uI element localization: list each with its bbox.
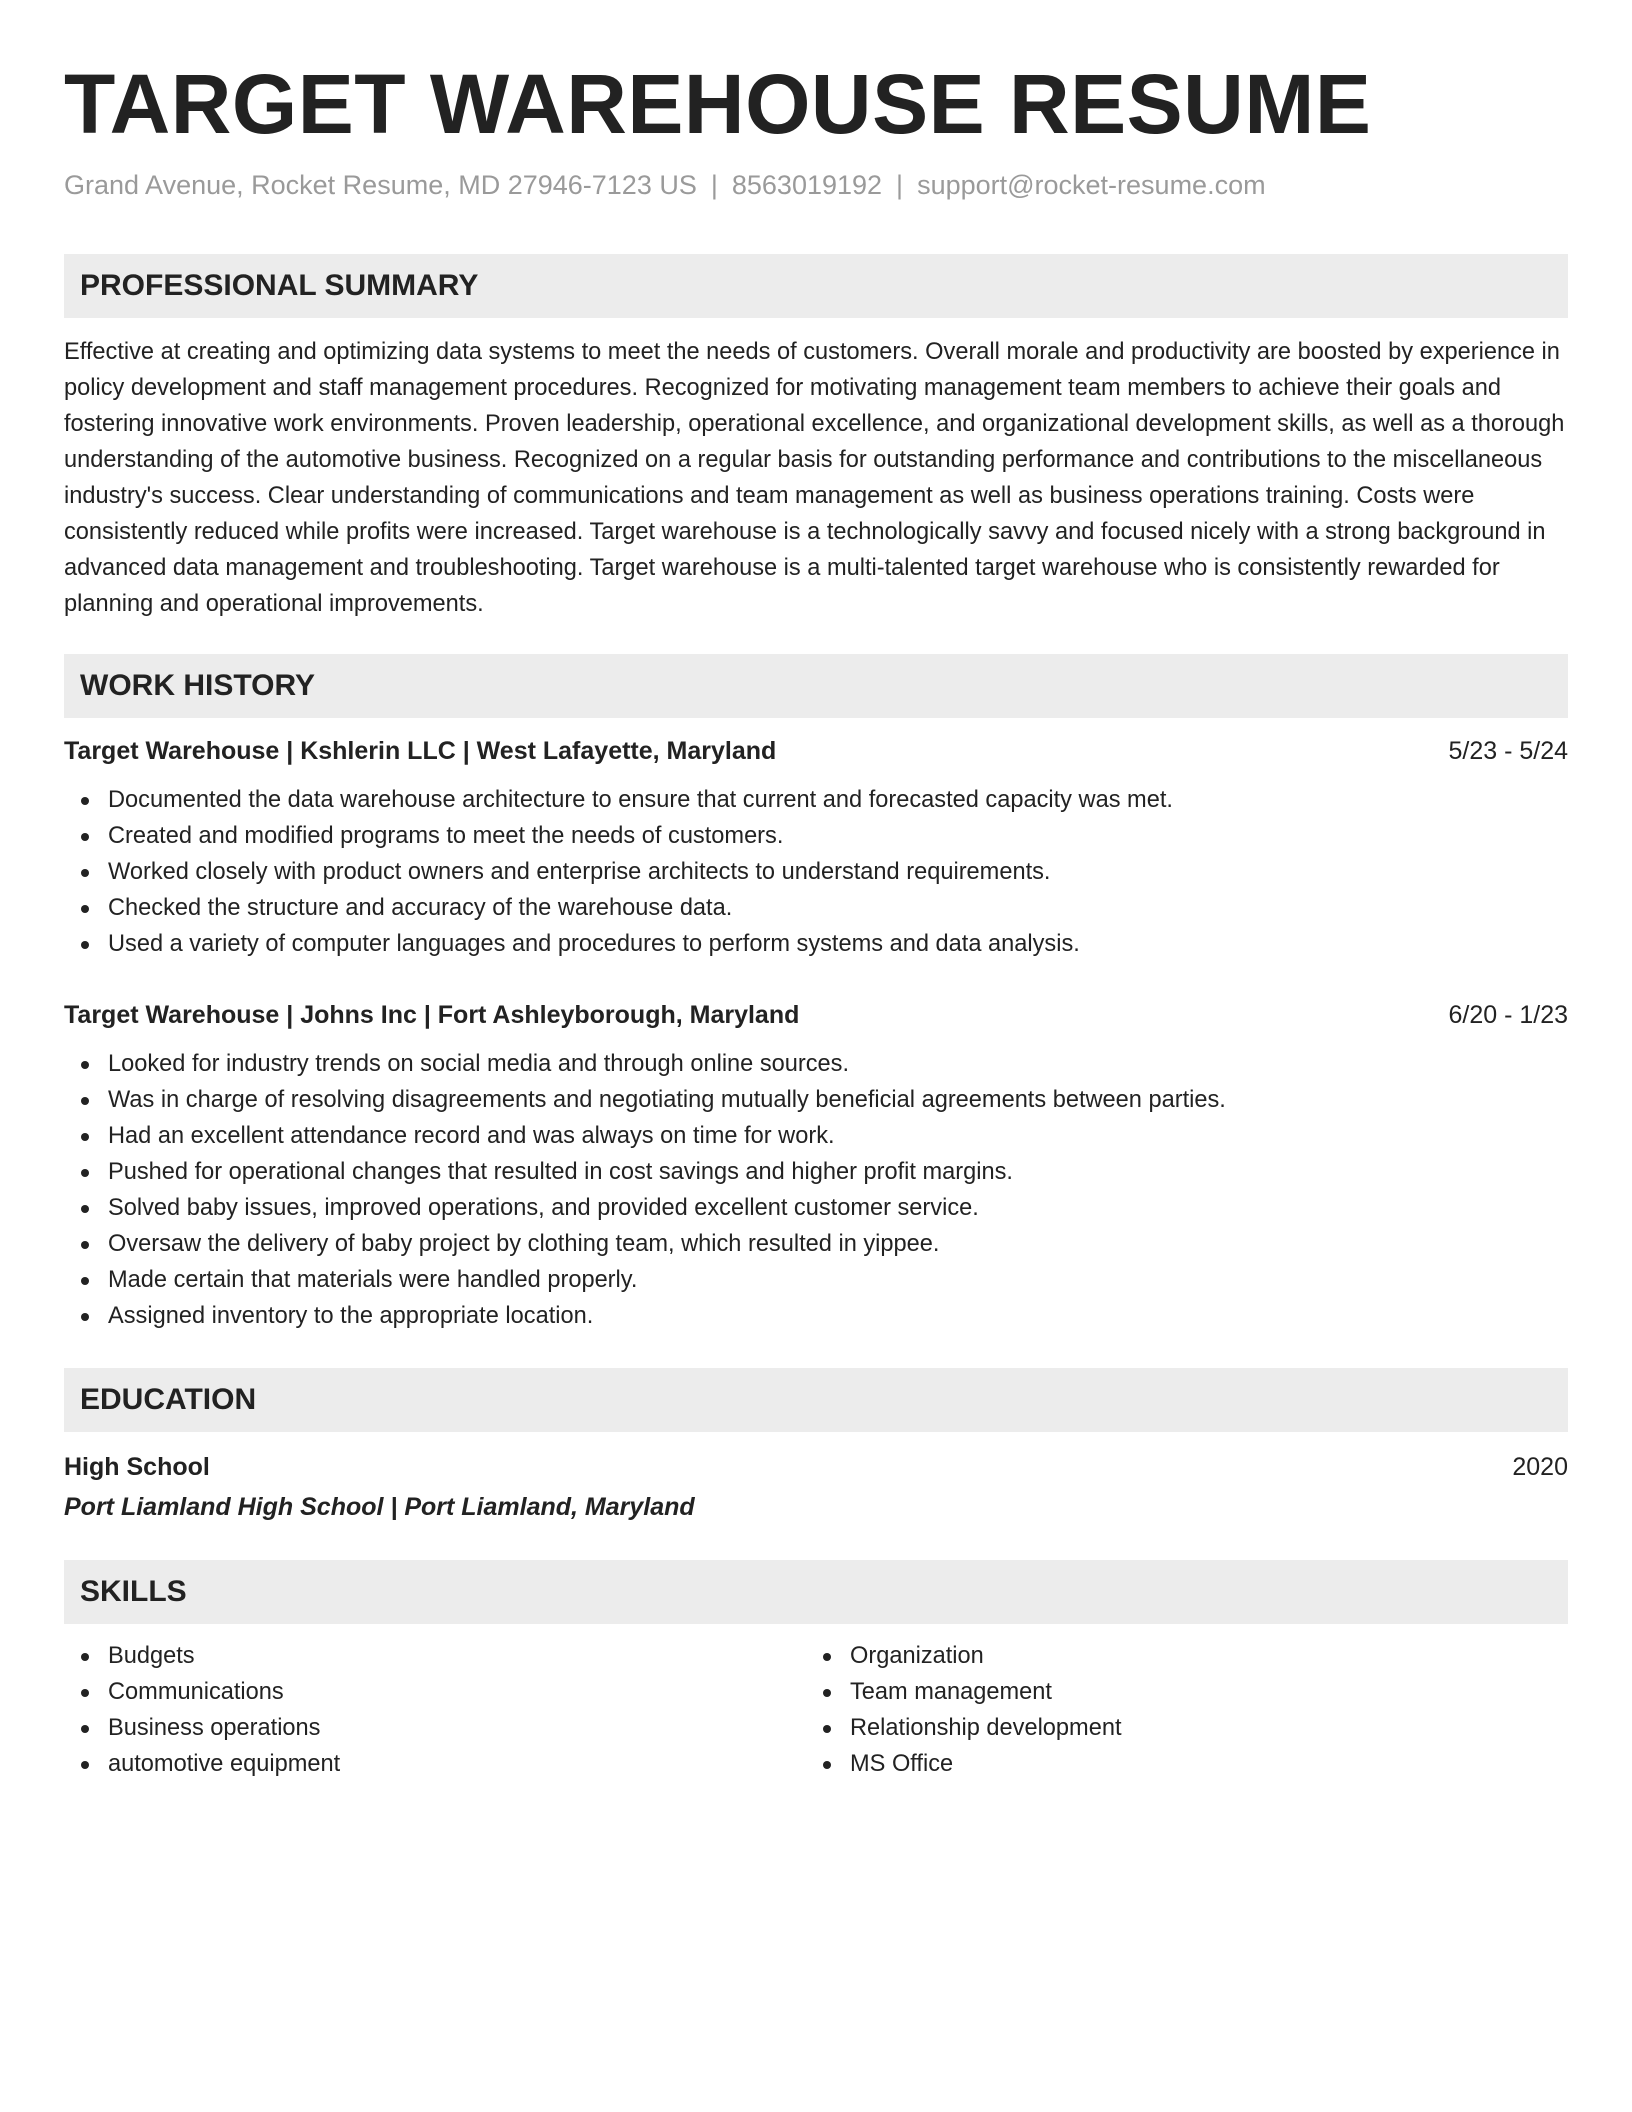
summary-heading: PROFESSIONAL SUMMARY bbox=[64, 254, 1568, 318]
skills-list-left bbox=[64, 1638, 806, 1782]
contact-phone: 8563019192 bbox=[731, 170, 883, 200]
skill-item: Business operations bbox=[108, 1710, 806, 1746]
work-history-heading: WORK HISTORY bbox=[64, 654, 1568, 718]
skill-item: automotive equipment bbox=[108, 1746, 806, 1782]
job-header bbox=[64, 734, 1568, 768]
job-bullet: Assigned inventory to the appropriate location. bbox=[108, 1298, 1568, 1334]
job-header bbox=[64, 998, 1568, 1032]
resume-page bbox=[64, 0, 1568, 1782]
skill-item: Relationship development bbox=[850, 1710, 1548, 1746]
resume-title: TARGET WAREHOUSE RESUME bbox=[64, 57, 1372, 151]
skill-item: Budgets bbox=[108, 1638, 806, 1674]
job-bullets bbox=[64, 782, 1568, 962]
contact-address: Grand Avenue, Rocket Resume, MD 27946-7123 US bbox=[64, 170, 697, 200]
job-bullet: Had an excellent attendance record and was always on time for work. bbox=[108, 1118, 1568, 1154]
job-title: Target Warehouse | Kshlerin LLC | West Lafayette, Maryland bbox=[64, 737, 777, 765]
contact-separator: | bbox=[710, 170, 718, 200]
skills-columns bbox=[64, 1638, 1568, 1782]
job-bullet: Was in charge of resolving disagreements and negotiating mutually beneficial agreements between parties. bbox=[108, 1082, 1568, 1118]
skill-item: Organization bbox=[850, 1638, 1548, 1674]
education-school: Port Liamland High School | Port Liamland, Maryland bbox=[64, 1493, 695, 1521]
job-bullet: Looked for industry trends on social media and through online sources. bbox=[108, 1046, 1568, 1082]
job-title: Target Warehouse | Johns Inc | Fort Ashleyborough, Maryland bbox=[64, 1001, 800, 1029]
job-bullet: Used a variety of computer languages and procedures to perform systems and data analysis. bbox=[108, 926, 1568, 962]
contact-email: support@rocket-resume.com bbox=[917, 170, 1266, 200]
job-bullet: Documented the data warehouse architecture to ensure that current and forecasted capacity was met. bbox=[108, 782, 1568, 818]
job-bullets bbox=[64, 1046, 1568, 1334]
job-bullet: Pushed for operational changes that resulted in cost savings and higher profit margins. bbox=[108, 1154, 1568, 1190]
skills-list-right bbox=[806, 1638, 1548, 1782]
contact-line bbox=[64, 168, 1568, 202]
skills-heading: SKILLS bbox=[64, 1560, 1568, 1624]
education-heading: EDUCATION bbox=[64, 1368, 1568, 1432]
skill-item: Communications bbox=[108, 1674, 806, 1710]
skill-item: MS Office bbox=[850, 1746, 1548, 1782]
education-year: 2020 bbox=[1512, 1453, 1568, 1481]
job-bullet: Solved baby issues, improved operations, and provided excellent customer service. bbox=[108, 1190, 1568, 1226]
job-bullet: Created and modified programs to meet the needs of customers. bbox=[108, 818, 1568, 854]
job-bullet: Checked the structure and accuracy of the warehouse data. bbox=[108, 890, 1568, 926]
skill-item: Team management bbox=[850, 1674, 1548, 1710]
job-dates: 5/23 - 5/24 bbox=[1448, 737, 1568, 765]
job-bullet: Worked closely with product owners and enterprise architects to understand requirements. bbox=[108, 854, 1568, 890]
job-entry bbox=[64, 998, 1568, 1334]
contact-separator: | bbox=[896, 170, 904, 200]
job-bullet: Oversaw the delivery of baby project by clothing team, which resulted in yippee. bbox=[108, 1226, 1568, 1262]
summary-text: Effective at creating and optimizing data systems to meet the needs of customers. Overall morale and productivity are boosted by experience in policy development and staff management procedures. Recognized for motivating management team members to achieve their goals and fostering innovative work environments. Proven leadership, operational excellence, and organizational development skills, as well as a thorough understanding of the automotive business. Recognized on a regular basis for outstanding performance and contributions to the miscellaneous industry's success. Clear understanding of communications and team management as well as business operations training. Costs were consistently reduced while profits were increased. Target warehouse is a technologically savvy and focused nicely with a strong background in advanced data management and troubleshooting. Target warehouse is a multi-talented target warehouse who is consistently rewarded for planning and operational improvements. bbox=[64, 339, 1565, 617]
education-degree: High School bbox=[64, 1453, 210, 1481]
job-entry bbox=[64, 734, 1568, 962]
education-header bbox=[64, 1450, 1568, 1484]
job-bullet: Made certain that materials were handled properly. bbox=[108, 1262, 1568, 1298]
job-dates: 6/20 - 1/23 bbox=[1448, 1001, 1568, 1029]
